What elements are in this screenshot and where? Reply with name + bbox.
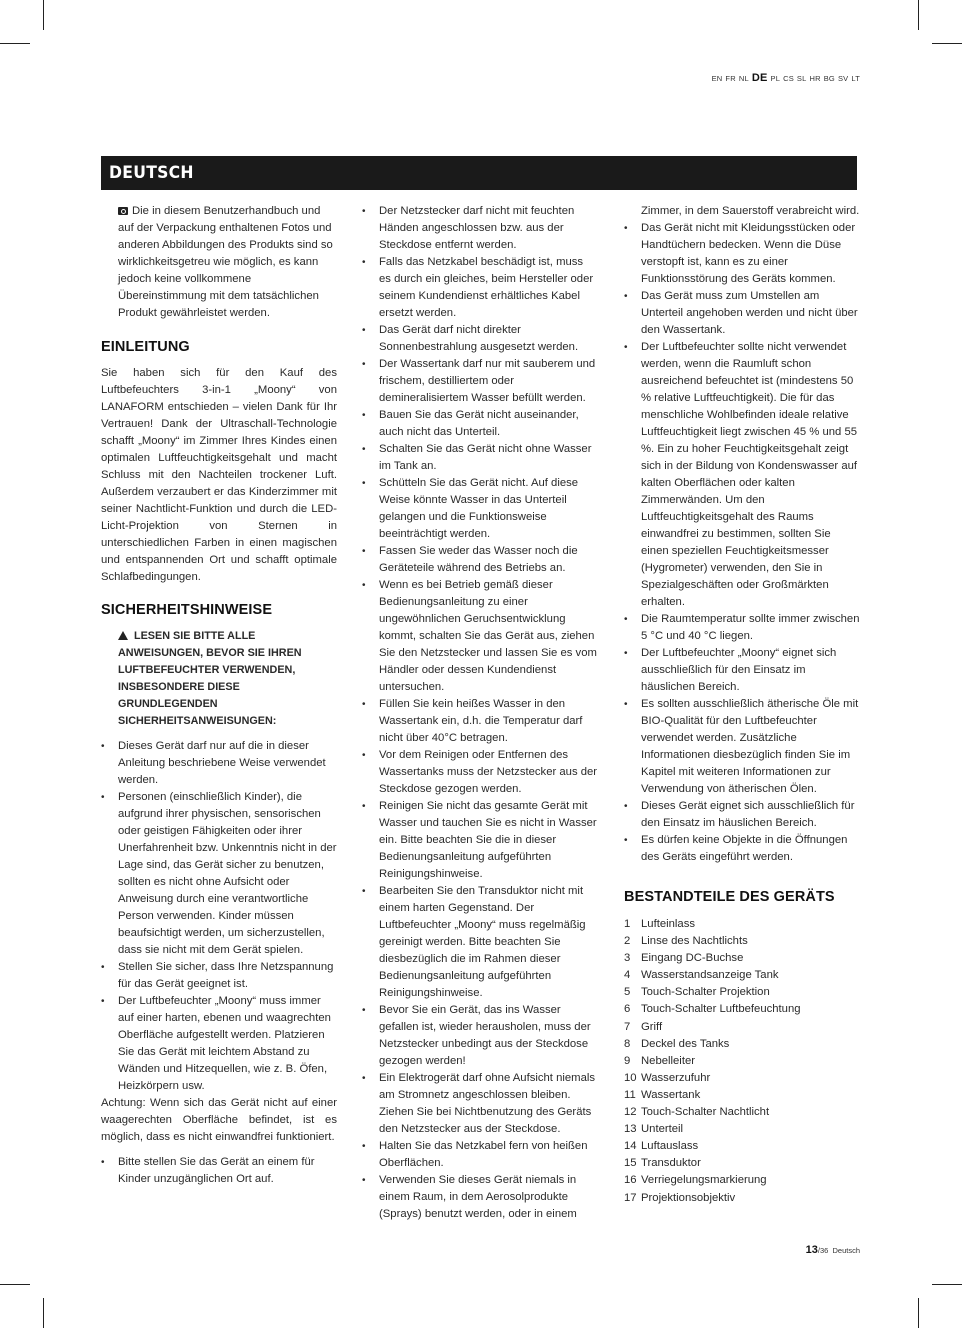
crop-mark (932, 1284, 962, 1285)
list-item: • Falls das Netzkabel beschädigt ist, muss es durch ein gleiches, beim Hersteller oder seinem Kundendienst erhältliches Kabel ersetzt werden. (362, 254, 598, 322)
part-label: Luftauslass (641, 1140, 699, 1153)
list-item: • Bevor Sie ein Gerät, das ins Wasser gefallen ist, wieder herausholen, muss der Netzstecker unbedingt aus der Steckdose gezogen werden! (362, 1002, 598, 1070)
language-bg[interactable]: BG (823, 74, 835, 83)
column-1 (101, 203, 337, 1188)
list-item: • Ein Elektrogerät darf ohne Aufsicht niemals am Stromnetz angeschlossen bleiben. Ziehen Sie bei Nichtbenutzung des Geräts den Netzstecker aus der Steckdose. (362, 1070, 598, 1138)
crop-mark (932, 43, 962, 44)
crop-mark (0, 1284, 30, 1285)
crop-mark (43, 1298, 44, 1328)
language-pl[interactable]: PL (770, 74, 781, 83)
list-item: • Verwenden Sie dieses Gerät niemals in einem Raum, in dem Aerosolprodukte (Sprays) benutzt werden, oder in einem (362, 1172, 598, 1223)
list-item: • Es sollten ausschließlich ätherische Öle mit BIO-Qualität für den Luftbefeuchter verwendet werden. Zusätzliche Informationen diesbezüglich finden Sie im Kapitel mit weiteren Informationen zur Verwendung von ätherischen Ölen. (624, 696, 860, 798)
list-item: • Bitte stellen Sie das Gerät an einem für Kinder unzugänglichen Ort auf. (101, 1154, 337, 1188)
list-item: • Das Gerät nicht mit Kleidungsstücken oder Handtüchern bedecken. Wenn die Düse verstopft ist, kann es zu einer Funktionsstörung des Geräts kommen. (624, 220, 860, 288)
parts-heading: BESTANDTEILE DES GERÄTS (624, 889, 835, 905)
crop-mark (918, 1298, 919, 1328)
crop-mark (0, 43, 30, 44)
language-en[interactable]: EN (711, 74, 723, 83)
part-label: Unterteil (641, 1123, 684, 1136)
part-number: 12 (624, 1106, 637, 1119)
part-number: 3 (624, 952, 631, 965)
part-number: 8 (624, 1037, 631, 1050)
list-item: • Der Luftbefeuchter „Moony“ muss immer auf einer harten, ebenen und waagrechten Oberfläche aufgestellt werden. Platzieren Sie das Gerät mit leichtem Abstand zu Wänden und Hitzequellen, wie z. B. Öfen, Heizkörpern usw. (101, 993, 337, 1095)
part-item (624, 1036, 860, 1053)
part-item (624, 916, 860, 933)
page-total: /36 (817, 1246, 829, 1255)
part-item (624, 1001, 860, 1018)
language-cs[interactable]: CS (783, 74, 794, 83)
column-2 (362, 203, 598, 1223)
safety-warning (101, 628, 337, 730)
part-label: Nebelleiter (641, 1054, 696, 1067)
list-item: • Reinigen Sie nicht das gesamte Gerät mit Wasser und tauchen Sie es nicht in Wasser ein. Bitte beachten Sie die in dieser Bedienungsanleitung aufgeführten Reinigungshinweise. (362, 798, 598, 883)
warning-icon (118, 631, 128, 640)
part-number: 17 (624, 1191, 637, 1204)
part-label: Deckel des Tanks (641, 1037, 730, 1050)
part-item (624, 1172, 860, 1189)
safety-list-col1-after (101, 1154, 337, 1188)
part-label: Touch-Schalter Projektion (641, 986, 770, 999)
crop-mark (918, 0, 919, 30)
list-item: • Dieses Gerät eignet sich ausschließlich für den Einsatz im häuslichen Bereich. (624, 798, 860, 832)
list-item: • Schütteln Sie das Gerät nicht. Auf diese Weise könnte Wasser in das Unterteil gelangen und die Funktionsweise beeinträchtigt werden. (362, 475, 598, 543)
part-label: Griff (641, 1020, 663, 1033)
part-item (624, 1138, 860, 1155)
part-number: 11 (624, 1088, 636, 1101)
part-label: Eingang DC-Buchse (641, 952, 744, 965)
part-label: Wasserstandsanzeige Tank (641, 969, 779, 982)
part-item (624, 1155, 860, 1172)
part-number: 13 (624, 1123, 637, 1136)
part-item (624, 984, 860, 1001)
part-number: 10 (624, 1071, 637, 1084)
intro-text: Sie haben sich für den Kauf des Luftbefeuchters 3-in-1 „Moony“ von LANAFORM entschieden – vielen Dank für Ihr Vertrauen! Dank der Ultraschall-Technologie schafft „Moony“ im Zimmer Ihres Kindes einen optimalen Luftfeuchtigkeitsgehalt und macht Schluss mit den Nachteilen trockener Luft. Außerdem verzaubert er das Kinderzimmer mit seiner Nachtlicht-Funktion und durch die LED-Licht-Projektion von Sternen in unterschiedlichen Farben in einen magischen und entspannenden Ort und schafft optimale Schlafbedingungen. (101, 367, 337, 583)
part-number: 7 (624, 1020, 631, 1033)
list-item: • Wenn es bei Betrieb gemäß dieser Bedienungsanleitung zu einer ungewöhnlichen Geruchsentwicklung kommt, schalten Sie das Gerät aus, ziehen Sie den Netzstecker und lassen Sie es vom Händler oder dessen Kundendienst untersuchen. (362, 577, 598, 696)
camera-icon (118, 207, 128, 215)
part-item (624, 1019, 860, 1036)
part-number: 16 (624, 1174, 637, 1187)
language-hr[interactable]: HR (809, 74, 821, 83)
language-lt[interactable]: LT (851, 74, 860, 83)
column-3 (624, 203, 860, 1207)
caution-text: Achtung: Wenn sich das Gerät nicht auf einer waagerechten Oberfläche befindet, ist es möglich, dass es nicht einwandfrei funktioniert. (101, 1097, 337, 1143)
list-item: • Stellen Sie sicher, dass Ihre Netzspannung für das Gerät geeignet ist. (101, 959, 337, 993)
safety-heading: SICHERHEITSHINWEISE (101, 602, 273, 618)
part-label: Verriegelungsmarkierung (641, 1174, 767, 1187)
part-label: Wassertank (641, 1088, 701, 1101)
language-sl[interactable]: SL (796, 74, 807, 83)
language-fr[interactable]: FR (725, 74, 736, 83)
photo-note-text: Die in diesem Benutzerhandbuch und auf der Verpackung enthaltenen Fotos und anderen Abbildungen des Produkts sind so wirklichkeitsgetreu wie möglich, es kann jedoch keine vollkommene Übereinstimmung mit dem tatsächlichen Produkt gewährleistet werden. (118, 205, 333, 319)
part-label: Transduktor (641, 1157, 701, 1170)
list-item: • Schalten Sie das Gerät nicht ohne Wasser im Tank an. (362, 441, 598, 475)
photo-note (101, 203, 337, 322)
list-item: • Der Netzstecker darf nicht mit feuchten Händen angeschlossen bzw. aus der Steckdose entfernt werden. (362, 203, 598, 254)
language-sv[interactable]: SV (837, 74, 849, 83)
col3-continuation: Zimmer, in dem Sauerstoff verabreicht wird. (641, 205, 860, 217)
part-label: Wasserzufuhr (641, 1071, 711, 1084)
part-item (624, 1190, 860, 1207)
part-item (624, 967, 860, 984)
footer-language: Deutsch (832, 1246, 860, 1255)
part-item (624, 950, 860, 967)
language-selector (709, 72, 860, 84)
part-item (624, 933, 860, 950)
part-number: 14 (624, 1140, 637, 1153)
part-number: 9 (624, 1054, 631, 1067)
list-item: • Personen (einschließlich Kinder), die aufgrund ihrer physischen, sensorischen oder geistigen Fähigkeiten oder ihrer Unerfahrenheit bzw. Unkenntnis nicht in der Lage sind, das Gerät sicher zu benutzen, sollten es nicht ohne Aufsicht oder Anweisung durch eine verantwortliche Person verwenden. Kinder müssen beaufsichtigt werden, um sicherzustellen, dass sie nicht mit dem Gerät spielen. (101, 789, 337, 959)
part-item (624, 1087, 860, 1104)
list-item: • Der Luftbefeuchter „Moony“ eignet sich ausschließlich für den Einsatz im häuslichen Bereich. (624, 645, 860, 696)
safety-list-col3 (624, 220, 860, 866)
safety-warning-text: LESEN SIE BITTE ALLE ANWEISUNGEN, BEVOR SIE IHREN LUFTBEFEUCHTER VERWENDEN, INSBESONDERE DIESE GRUNDLEGENDEN SICHERHEITSANWEISUNGEN: (118, 630, 302, 727)
list-item: • Es dürfen keine Objekte in die Öffnungen des Geräts eingeführt werden. (624, 832, 860, 866)
list-item: • Bearbeiten Sie den Transduktor nicht mit einem harten Gegenstand. Der Luftbefeuchter „Moony“ muss regelmäßig gereinigt werden. Bitte beachten Sie diesbezüglich die im Rahmen dieser Bedienungsanleitung aufgeführten Reinigungshinweise. (362, 883, 598, 1002)
part-item (624, 1053, 860, 1070)
safety-list-col1 (101, 738, 337, 1095)
language-nl[interactable]: NL (738, 74, 749, 83)
intro-heading: EINLEITUNG (101, 339, 190, 355)
safety-list-col2 (362, 203, 598, 1223)
part-item (624, 1104, 860, 1121)
crop-mark (43, 0, 44, 30)
part-number: 15 (624, 1157, 637, 1170)
title-banner (101, 156, 857, 190)
list-item: • Der Luftbefeuchter sollte nicht verwendet werden, wenn die Raumluft schon ausreichend befeuchtet ist (mindestens 50 % relative Luftfeuchtigkeit). Die für das menschliche Wohlbefinden ideale relative Luftfeuchtigkeit liegt zwischen 45 % und 55 %. Ein zu hoher Feuchtigkeitsgehalt zeigt sich in der Bildung von Kondenswasser auf kalten Oberflächen oder kalten Zimmerwänden. Um den Luftfeuchtigkeitsgehalt des Raums einwandfrei zu bestimmen, sollten Sie einen speziellen Feuchtigkeitsmesser (Hygrometer) verwenden, den Sie in Spezialgeschäften oder Großmärkten erhalten. (624, 339, 860, 611)
list-item: • Das Gerät muss zum Umstellen am Unterteil angehoben werden und nicht über den Wassertank. (624, 288, 860, 339)
list-item: • Der Wassertank darf nur mit sauberem und frischem, destilliertem oder demineralisiertem Wasser befüllt werden. (362, 356, 598, 407)
part-label: Lufteinlass (641, 918, 696, 930)
part-number: 5 (624, 986, 631, 999)
part-label: Projektionsobjektiv (641, 1191, 736, 1204)
part-number: 6 (624, 1003, 631, 1016)
list-item: • Füllen Sie kein heißes Wasser in den Wassertank ein, d.h. die Temperatur darf nicht über 40°C betragen. (362, 696, 598, 747)
part-label: Touch-Schalter Nachtlicht (641, 1106, 770, 1119)
page-title: DEUTSCH (109, 163, 194, 183)
part-number: 1 (624, 918, 631, 930)
part-label: Linse des Nachtlichts (641, 935, 748, 948)
list-item: • Die Raumtemperatur sollte immer zwischen 5 °C und 40 °C liegen. (624, 611, 860, 645)
list-item: • Vor dem Reinigen oder Entfernen des Wassertanks muss der Netzstecker aus der Steckdose gezogen werden. (362, 747, 598, 798)
list-item: • Fassen Sie weder das Wasser noch die Geräteteile während des Betriebs an. (362, 543, 598, 577)
list-item: • Bauen Sie das Gerät nicht auseinander, auch nicht das Unterteil. (362, 407, 598, 441)
list-item: • Das Gerät darf nicht direkter Sonnenbestrahlung ausgesetzt werden. (362, 322, 598, 356)
part-number: 4 (624, 969, 631, 982)
parts-list (624, 916, 860, 1207)
page-number: 13 (805, 1244, 818, 1256)
page-footer (806, 1244, 860, 1256)
list-item: • Dieses Gerät darf nur auf die in dieser Anleitung beschriebene Weise verwendet werden. (101, 738, 337, 789)
part-number: 2 (624, 935, 631, 948)
language-de[interactable]: DE (751, 72, 768, 84)
part-item (624, 1121, 860, 1138)
part-label: Touch-Schalter Luftbefeuchtung (641, 1003, 801, 1016)
part-item (624, 1070, 860, 1087)
list-item: • Halten Sie das Netzkabel fern von heißen Oberflächen. (362, 1138, 598, 1172)
